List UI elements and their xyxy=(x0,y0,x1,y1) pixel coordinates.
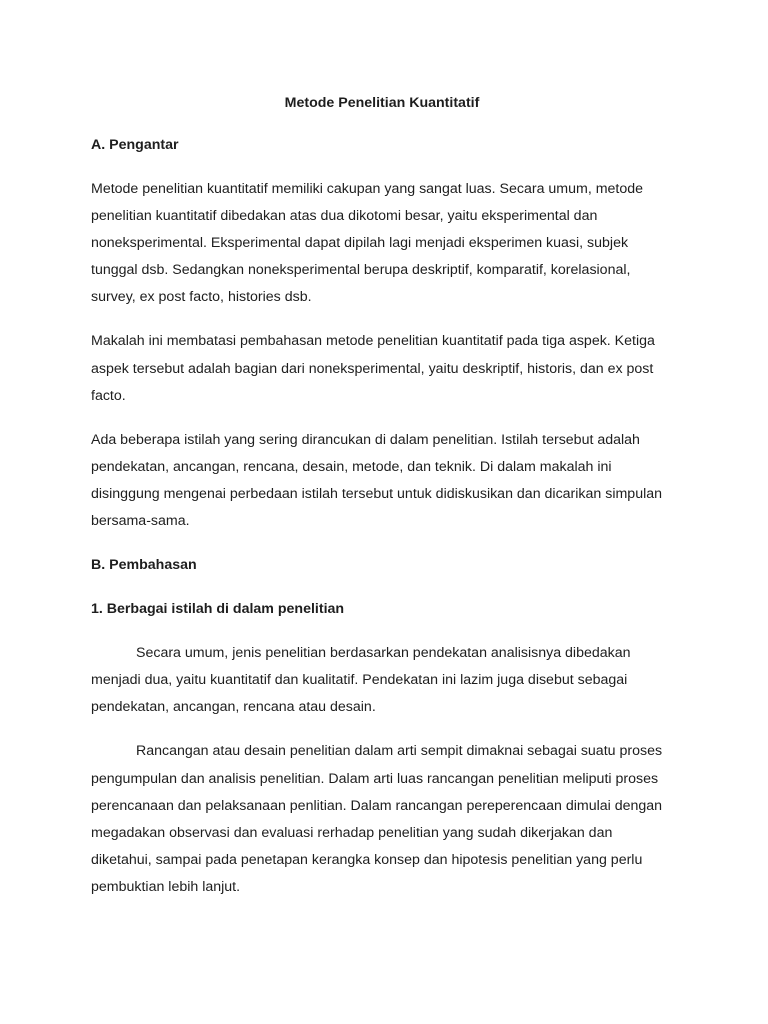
section-a-paragraph-3: Ada beberapa istilah yang sering dirancukan di dalam penelitian. Istilah tersebut adalah pendekatan, ancangan, rencana, desain, metode, dan teknik. Di dalam makalah ini disinggung mengenai perbedaan istilah tersebut untuk didiskusikan dan dicarikan simpulan bersama-sama. xyxy=(91,431,663,530)
subsection-1-paragraph-2: Rancangan atau desain penelitian dalam arti sempit dimaknai sebagai suatu proses pengumpulan dan analisis penelitian. Dalam arti luas rancangan penelitian meliputi proses perencanaan dan pelaksanaan penlitian. Dalam rancangan pereperencaan dimulai dengan megadakan observasi dan evaluasi rerhadap penelitian yang sudah dikerjakan dan diketahui, sampai pada penetapan kerangka konsep dan hipotesis penelitian yang perlu pembuktian lebih lanjut. xyxy=(91,743,663,895)
document-title: Metode Penelitian Kuantitatif xyxy=(284,95,480,111)
subsection-1-paragraph-1: Secara umum, jenis penelitian berdasarkan pendekatan analisisnya dibedakan menjadi dua, yaitu kuantitatif dan kualitatif. Pendekatan ini lazim juga disebut sebagai pendekatan, ancangan, rencana atau desain. xyxy=(91,645,631,716)
subsection-1-heading: 1. Berbagai istilah di dalam penelitian xyxy=(91,601,345,618)
section-a-paragraph-2: Makalah ini membatasi pembahasan metode penelitian kuantitatif pada tiga aspek. Ketiga aspek tersebut adalah bagian dari noneksperimental, yaitu deskriptif, historis, dan ex post facto. xyxy=(91,333,655,404)
section-b-heading: B. Pembahasan xyxy=(91,557,197,574)
section-a-heading: A. Pengantar xyxy=(91,137,179,153)
section-a-paragraph-1: Metode penelitian kuantitatif memiliki cakupan yang sangat luas. Secara umum, metode penelitian kuantitatif dibedakan atas dua dikotomi besar, yaitu eksperimental dan noneksperimental. Eksperimental dapat dipilah lagi menjadi eksperimen kuasi, subjek tunggal dsb. Sedangkan noneksperimental berupa deskriptif, komparatif, korelasional, survey, ex post facto, histories dsb. xyxy=(91,181,644,306)
